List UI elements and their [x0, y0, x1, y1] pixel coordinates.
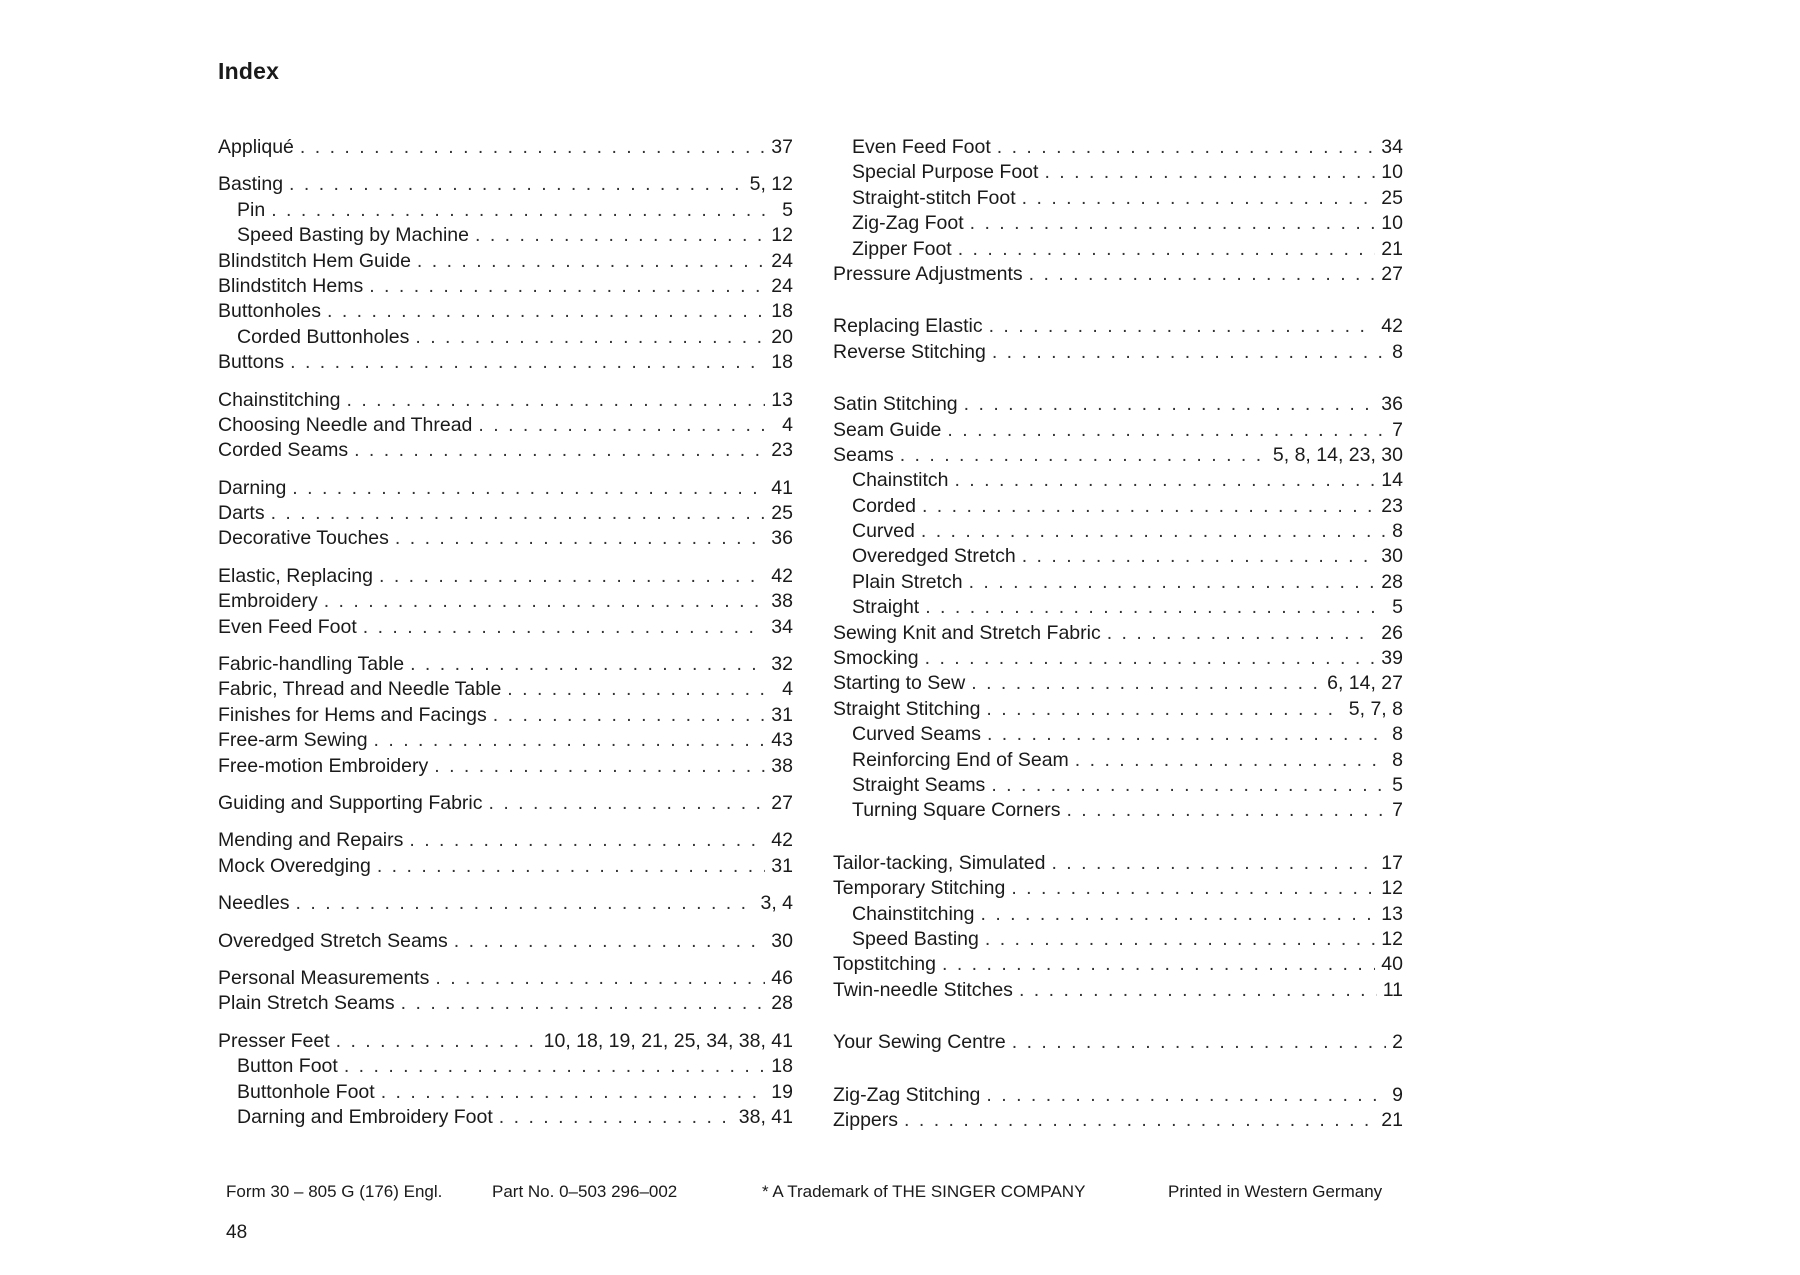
- index-page-numbers: 13: [1381, 902, 1403, 925]
- index-subentry: [833, 160, 1403, 185]
- dot-leader: [489, 791, 766, 816]
- index-page-numbers: 42: [771, 829, 793, 852]
- index-entry: [218, 388, 793, 413]
- dot-leader: [290, 350, 765, 375]
- index-page-numbers: 8: [1392, 748, 1403, 771]
- index-term: Plain Stretch Seams: [218, 992, 395, 1015]
- dot-leader: [289, 172, 744, 197]
- index-page-numbers: 18: [771, 1055, 793, 1078]
- dot-leader: [970, 211, 1376, 236]
- index-term: Speed Basting: [852, 927, 979, 950]
- index-entry: [833, 978, 1403, 1003]
- index-term: Starting to Sew: [833, 672, 966, 695]
- index-entry: [833, 1030, 1403, 1055]
- footer-trademark: * A Trademark of THE SINGER COMPANY: [762, 1182, 1086, 1201]
- index-term: Finishes for Hems and Facings: [218, 703, 487, 726]
- index-page-numbers: 2: [1392, 1031, 1403, 1054]
- index-term: Mending and Repairs: [218, 829, 404, 852]
- index-subentry: [833, 748, 1403, 773]
- index-column-right: [833, 135, 1403, 1133]
- index-term: Curved: [852, 520, 915, 543]
- dot-leader: [296, 891, 755, 916]
- index-entry: [218, 501, 793, 526]
- index-subentry: [833, 468, 1403, 493]
- index-entry: [833, 392, 1403, 417]
- index-subentry: [833, 902, 1403, 927]
- index-term: Replacing Elastic: [833, 315, 983, 338]
- index-entry: [218, 299, 793, 324]
- index-term: Choosing Needle and Thread: [218, 413, 473, 436]
- dot-leader: [336, 1029, 538, 1054]
- index-page-numbers: 23: [1381, 494, 1403, 517]
- index-page-numbers: 5: [1392, 596, 1403, 619]
- index-page-numbers: 5, 12: [749, 173, 793, 196]
- dot-leader: [369, 274, 765, 299]
- index-page-numbers: 23: [771, 439, 793, 462]
- dot-leader: [395, 526, 765, 551]
- index-term: Smocking: [833, 647, 919, 670]
- index-term: Pressure Adjustments: [833, 262, 1023, 285]
- index-entry: [218, 249, 793, 274]
- index-term: Turning Square Corners: [852, 799, 1061, 822]
- dot-leader: [363, 615, 766, 640]
- dot-leader: [942, 952, 1375, 977]
- dot-leader: [435, 966, 765, 991]
- dot-leader: [1011, 876, 1375, 901]
- index-page-numbers: 21: [1381, 1108, 1403, 1131]
- index-page-numbers: 25: [771, 502, 793, 525]
- index-subentry: [833, 544, 1403, 569]
- dot-leader: [1107, 621, 1376, 646]
- index-term: Button Foot: [237, 1055, 338, 1078]
- index-page-numbers: 37: [771, 136, 793, 158]
- index-page-numbers: 9: [1392, 1083, 1403, 1106]
- index-page-numbers: 8: [1392, 520, 1403, 543]
- index-page-numbers: 10, 18, 19, 21, 25, 34, 38, 41: [543, 1029, 793, 1052]
- index-subentry: [833, 519, 1403, 544]
- index-page-numbers: 18: [771, 351, 793, 374]
- index-term: Buttonholes: [218, 300, 321, 323]
- index-page-numbers: 12: [771, 224, 793, 247]
- index-page-numbers: 8: [1392, 340, 1403, 363]
- index-page-numbers: 19: [771, 1080, 793, 1103]
- index-term: Sewing Knit and Stretch Fabric: [833, 621, 1101, 644]
- dot-leader: [499, 1105, 733, 1130]
- index-entry: [218, 854, 793, 879]
- index-entry: [833, 646, 1403, 671]
- index-entry: [218, 791, 793, 816]
- index-term: Zig-Zag Foot: [852, 212, 964, 235]
- index-page-numbers: 36: [771, 527, 793, 550]
- dot-leader: [381, 1080, 766, 1105]
- index-term: Seams: [833, 443, 894, 466]
- dot-leader: [478, 413, 776, 438]
- index-term: Darning: [218, 476, 287, 499]
- index-subentry: [833, 927, 1403, 952]
- dot-leader: [454, 929, 766, 954]
- index-column-left: [218, 135, 793, 1130]
- dot-leader: [409, 828, 765, 853]
- index-entry: [218, 589, 793, 614]
- index-entry: [218, 274, 793, 299]
- page-title: Index: [218, 58, 280, 84]
- dot-leader: [271, 501, 766, 526]
- dot-leader: [507, 677, 776, 702]
- dot-leader: [1044, 160, 1375, 185]
- index-term: Even Feed Foot: [852, 136, 991, 158]
- dot-leader: [997, 135, 1376, 160]
- index-term: Special Purpose Foot: [852, 161, 1039, 184]
- index-term: Your Sewing Centre: [833, 1031, 1006, 1054]
- dot-leader: [493, 703, 766, 728]
- index-page-numbers: 28: [1381, 570, 1403, 593]
- index-term: Chainstitching: [852, 902, 975, 925]
- dot-leader: [1019, 978, 1377, 1003]
- index-term: Overedged Stretch Seams: [218, 929, 448, 952]
- index-page-numbers: 30: [1381, 545, 1403, 568]
- index-entry: [833, 621, 1403, 646]
- dot-leader: [410, 652, 765, 677]
- index-subentry: [218, 198, 793, 223]
- index-page-numbers: 5: [1392, 773, 1403, 796]
- dot-leader: [377, 854, 765, 879]
- index-term: Twin-needle Stitches: [833, 978, 1013, 1001]
- index-entry: [833, 851, 1403, 876]
- dot-leader: [964, 392, 1376, 417]
- index-entry: [833, 671, 1403, 696]
- index-page-numbers: 7: [1392, 799, 1403, 822]
- index-term: Speed Basting by Machine: [237, 224, 469, 247]
- index-page-numbers: 38: [771, 590, 793, 613]
- index-term: Personal Measurements: [218, 966, 430, 989]
- index-subentry: [833, 595, 1403, 620]
- index-page-numbers: 24: [771, 274, 793, 297]
- index-term: Needles: [218, 892, 290, 915]
- dot-leader: [415, 325, 765, 350]
- index-page-numbers: 20: [771, 325, 793, 348]
- dot-leader: [922, 494, 1375, 519]
- index-subentry: [218, 325, 793, 350]
- index-term: Satin Stitching: [833, 393, 958, 416]
- index-page-numbers: 4: [782, 678, 793, 701]
- dot-leader: [344, 1054, 765, 1079]
- index-entry: [218, 413, 793, 438]
- dot-leader: [989, 314, 1376, 339]
- index-term: Curved Seams: [852, 723, 981, 746]
- index-term: Even Feed Foot: [218, 615, 357, 638]
- index-term: Zig-Zag Stitching: [833, 1083, 981, 1106]
- index-entry: [833, 952, 1403, 977]
- index-entry: [218, 703, 793, 728]
- index-term: Free-arm Sewing: [218, 729, 368, 752]
- index-page-numbers: 7: [1392, 418, 1403, 441]
- index-term: Guiding and Supporting Fabric: [218, 791, 483, 814]
- index-term: Straight: [852, 596, 920, 619]
- index-subentry: [833, 798, 1403, 823]
- index-entry: [218, 966, 793, 991]
- index-page-numbers: 41: [771, 476, 793, 499]
- dot-leader: [1066, 798, 1386, 823]
- dot-leader: [921, 519, 1386, 544]
- index-entry: [833, 418, 1403, 443]
- footer-part-number: Part No. 0–503 296–002: [492, 1182, 678, 1201]
- index-entry: [833, 443, 1403, 468]
- dot-leader: [986, 1083, 1386, 1108]
- dot-leader: [987, 722, 1386, 747]
- index-subentry: [218, 1080, 793, 1105]
- index-term: Corded Seams: [218, 439, 349, 462]
- index-term: Reverse Stitching: [833, 340, 986, 363]
- dot-leader: [1012, 1030, 1386, 1055]
- index-page-numbers: 28: [771, 992, 793, 1015]
- dot-leader: [401, 991, 766, 1016]
- index-page-numbers: 6, 14, 27: [1327, 672, 1403, 695]
- dot-leader: [986, 697, 1342, 722]
- dot-leader: [992, 340, 1386, 365]
- index-term: Tailor-tacking, Simulated: [833, 851, 1046, 874]
- dot-leader: [900, 443, 1267, 468]
- index-page-numbers: 24: [771, 249, 793, 272]
- index-term: Chainstitching: [218, 388, 341, 411]
- index-page-numbers: 25: [1381, 186, 1403, 209]
- dot-leader: [475, 223, 765, 248]
- dot-leader: [379, 564, 765, 589]
- index-entry: [218, 754, 793, 779]
- index-entry: [218, 1029, 793, 1054]
- index-page-numbers: 38, 41: [738, 1105, 793, 1128]
- index-entry: [218, 172, 793, 197]
- index-page-numbers: 5, 7, 8: [1348, 697, 1403, 720]
- index-term: Basting: [218, 173, 284, 196]
- index-term: Corded: [852, 494, 916, 517]
- index-page-numbers: 10: [1381, 161, 1403, 184]
- index-subentry: [833, 773, 1403, 798]
- index-term: Fabric-handling Table: [218, 653, 405, 676]
- dot-leader: [1075, 748, 1386, 773]
- index-page-numbers: 26: [1381, 621, 1403, 644]
- index-page-numbers: 32: [771, 653, 793, 676]
- index-subentry: [833, 494, 1403, 519]
- index-page-numbers: 14: [1381, 469, 1403, 492]
- index-entry: [218, 828, 793, 853]
- index-entry: [833, 314, 1403, 339]
- dot-leader: [925, 646, 1376, 671]
- dot-leader: [346, 388, 765, 413]
- dot-leader: [954, 468, 1375, 493]
- dot-leader: [434, 754, 765, 779]
- index-page-numbers: 4: [782, 413, 793, 436]
- index-term: Topstitching: [833, 953, 936, 976]
- index-term: Blindstitch Hems: [218, 274, 364, 297]
- index-entry: [833, 1108, 1403, 1133]
- dot-leader: [991, 773, 1386, 798]
- index-subentry: [833, 237, 1403, 262]
- index-subentry: [218, 1105, 793, 1130]
- dot-leader: [1051, 851, 1375, 876]
- index-term: Darning and Embroidery Foot: [237, 1105, 493, 1128]
- index-subentry: [833, 570, 1403, 595]
- index-page-numbers: 12: [1381, 877, 1403, 900]
- dot-leader: [300, 135, 765, 160]
- index-page-numbers: 5, 8, 14, 23, 30: [1272, 443, 1403, 466]
- index-term: Decorative Touches: [218, 527, 389, 550]
- index-term: Mock Overedging: [218, 854, 371, 877]
- dot-leader: [324, 589, 766, 614]
- index-entry: [218, 615, 793, 640]
- index-page-numbers: 27: [771, 791, 793, 814]
- index-page-numbers: 31: [771, 703, 793, 726]
- index-term: Appliqué: [218, 136, 294, 158]
- index-page-numbers: 36: [1381, 393, 1403, 416]
- index-term: Overedged Stretch: [852, 545, 1016, 568]
- dot-leader: [374, 728, 766, 753]
- index-term: Blindstitch Hem Guide: [218, 249, 411, 272]
- index-entry: [218, 991, 793, 1016]
- dot-leader: [327, 299, 765, 324]
- dot-leader: [354, 438, 765, 463]
- index-term: Embroidery: [218, 590, 318, 613]
- dot-leader: [271, 198, 776, 223]
- index-entry: [218, 350, 793, 375]
- index-term: Chainstitch: [852, 469, 949, 492]
- index-entry: [218, 677, 793, 702]
- dot-leader: [1022, 186, 1376, 211]
- dot-leader: [1029, 262, 1376, 287]
- index-page-numbers: 34: [771, 615, 793, 638]
- index-entry: [833, 340, 1403, 365]
- index-page-numbers: 21: [1381, 237, 1403, 260]
- index-term: Plain Stretch: [852, 570, 963, 593]
- index-term: Straight-stitch Foot: [852, 186, 1016, 209]
- index-entry: [833, 1083, 1403, 1108]
- index-page-numbers: 38: [771, 754, 793, 777]
- index-entry: [218, 526, 793, 551]
- index-entry: [833, 876, 1403, 901]
- dot-leader: [969, 570, 1376, 595]
- dot-leader: [904, 1108, 1375, 1133]
- index-entry: [218, 891, 793, 916]
- index-term: Reinforcing End of Seam: [852, 748, 1069, 771]
- index-term: Elastic, Replacing: [218, 564, 373, 587]
- index-term: Presser Feet: [218, 1029, 330, 1052]
- index-page-numbers: 5: [782, 198, 793, 221]
- index-page-numbers: 18: [771, 300, 793, 323]
- index-page-numbers: 8: [1392, 723, 1403, 746]
- footer-printed-in: Printed in Western Germany: [1168, 1182, 1383, 1201]
- index-page-numbers: 39: [1381, 647, 1403, 670]
- index-page-numbers: 46: [771, 966, 793, 989]
- index-term: Straight Seams: [852, 773, 986, 796]
- index-page-numbers: 43: [771, 729, 793, 752]
- index-term: Fabric, Thread and Needle Table: [218, 678, 502, 701]
- index-term: Straight Stitching: [833, 697, 981, 720]
- dot-leader: [925, 595, 1386, 620]
- index-term: Temporary Stitching: [833, 877, 1006, 900]
- index-entry: [218, 652, 793, 677]
- dot-leader: [980, 902, 1375, 927]
- index-entry: [218, 564, 793, 589]
- index-term: Pin: [237, 198, 266, 221]
- index-page-numbers: 3, 4: [760, 892, 793, 915]
- index-entry: [218, 438, 793, 463]
- page-number: 48: [226, 1222, 248, 1243]
- index-term: Free-motion Embroidery: [218, 754, 429, 777]
- index-entry: [218, 728, 793, 753]
- index-subentry: [833, 722, 1403, 747]
- dot-leader: [971, 671, 1321, 696]
- index-subentry: [833, 186, 1403, 211]
- index-page-numbers: 30: [771, 929, 793, 952]
- index-term: Zipper Foot: [852, 237, 952, 260]
- index-term: Buttons: [218, 351, 285, 374]
- index-entry: [833, 697, 1403, 722]
- index-page-numbers: 31: [771, 854, 793, 877]
- index-page-numbers: 11: [1382, 978, 1403, 1001]
- dot-leader: [985, 927, 1375, 952]
- footer-form-number: Form 30 – 805 G (176) Engl.: [226, 1182, 443, 1201]
- index-term: Corded Buttonholes: [237, 325, 410, 348]
- index-subentry: [833, 211, 1403, 236]
- index-subentry: [833, 135, 1403, 160]
- index-entry: [218, 929, 793, 954]
- dot-leader: [958, 237, 1376, 262]
- index-entry: [218, 135, 793, 160]
- index-page-numbers: 40: [1381, 953, 1403, 976]
- index-page-numbers: 10: [1381, 212, 1403, 235]
- index-term: Buttonhole Foot: [237, 1080, 375, 1103]
- index-page-numbers: 13: [771, 388, 793, 411]
- index-page-numbers: 27: [1381, 262, 1403, 285]
- dot-leader: [417, 249, 765, 274]
- index-term: Zippers: [833, 1108, 899, 1131]
- index-entry: [218, 476, 793, 501]
- index-subentry: [218, 223, 793, 248]
- dot-leader: [1022, 544, 1376, 569]
- dot-leader: [292, 476, 765, 501]
- index-page-numbers: 42: [771, 564, 793, 587]
- index-page-numbers: 34: [1381, 136, 1403, 158]
- index-entry: [833, 262, 1403, 287]
- index-page-numbers: 17: [1381, 851, 1403, 874]
- index-subentry: [218, 1054, 793, 1079]
- dot-leader: [947, 418, 1386, 443]
- index-page-numbers: 42: [1381, 315, 1403, 338]
- index-term: Seam Guide: [833, 418, 942, 441]
- index-page-numbers: 12: [1381, 927, 1403, 950]
- index-term: Darts: [218, 502, 265, 525]
